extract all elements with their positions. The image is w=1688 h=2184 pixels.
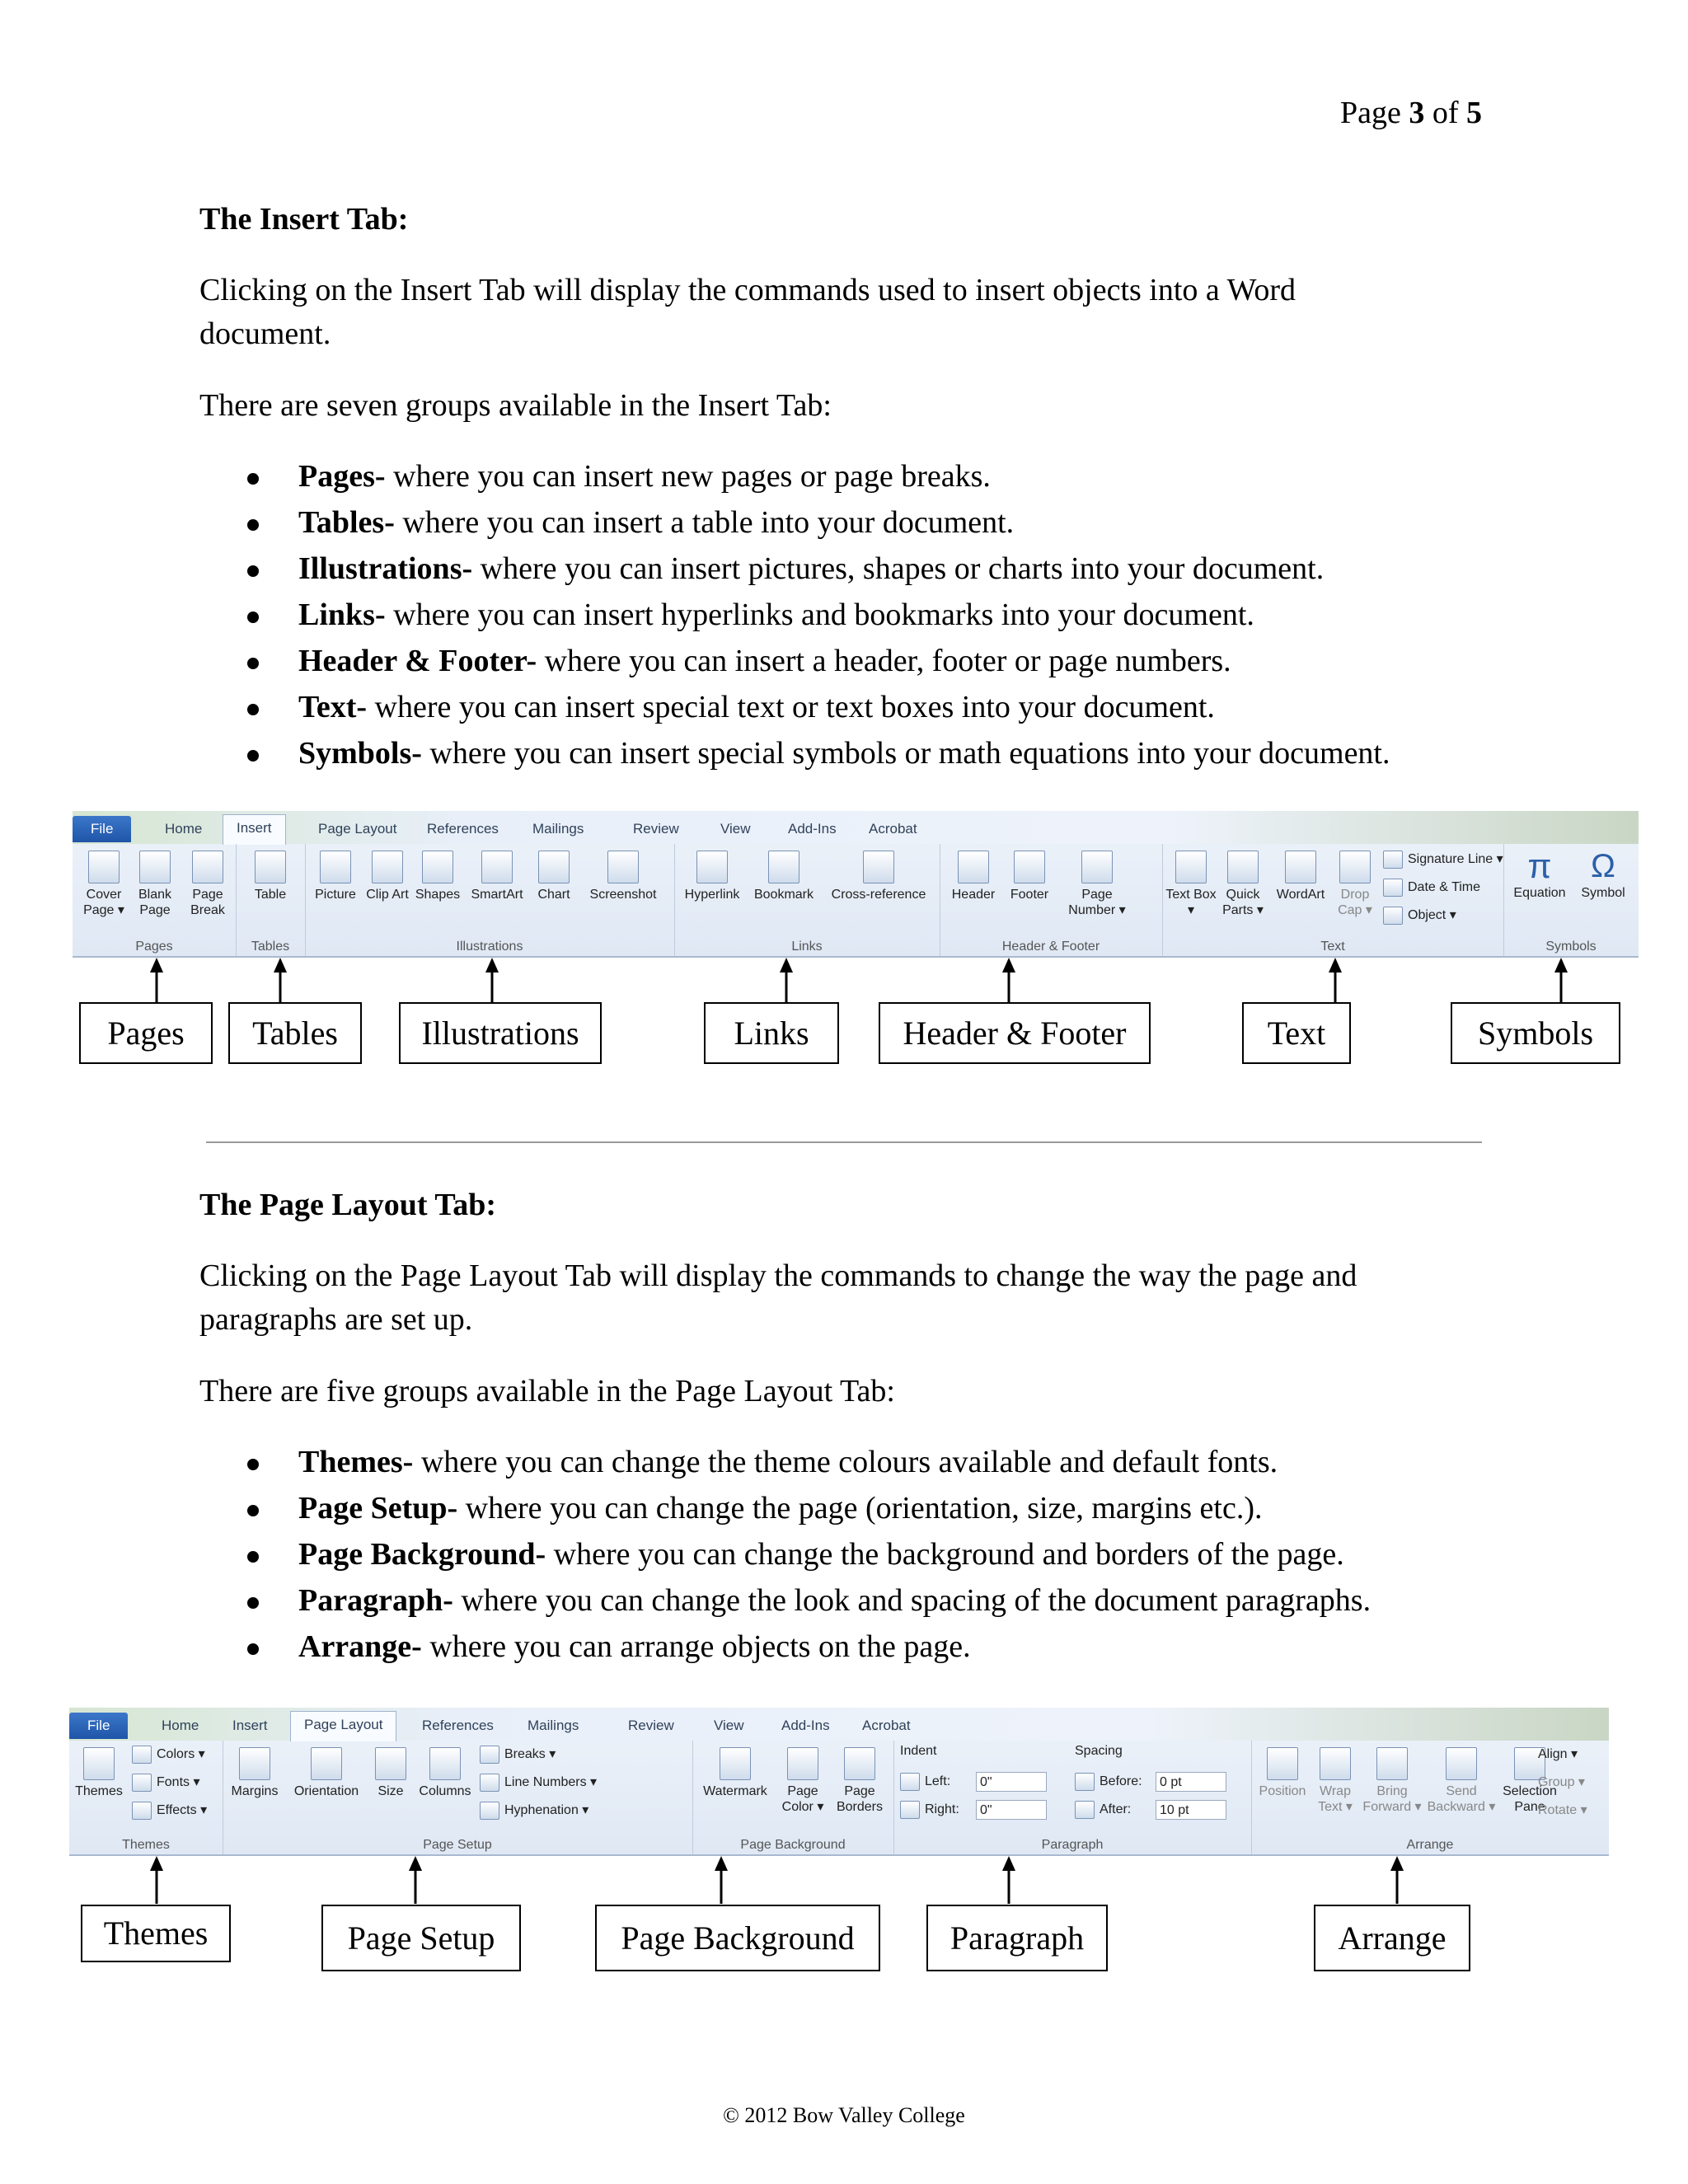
bullet-icon [247, 750, 259, 762]
spacing-before-row: Before: 0 pt [1075, 1772, 1226, 1792]
insert-intro-line-2: document. [199, 316, 331, 351]
colors-icon [132, 1746, 152, 1764]
wordart-icon [1285, 851, 1316, 883]
hyperlink-icon [696, 851, 728, 883]
effects-icon [132, 1802, 152, 1820]
ribbon-tab-bar [69, 1708, 1609, 1741]
hyphenation-button[interactable]: Hyphenation ▾ [480, 1802, 588, 1820]
margins-button[interactable]: Margins [226, 1747, 284, 1799]
date-time-button[interactable]: Date & Time [1383, 879, 1480, 897]
ribbon-group-paragraph [893, 1741, 1252, 1854]
tab-add-ins[interactable]: Add-Ins [781, 1718, 830, 1733]
themes-button[interactable]: Themes [73, 1747, 125, 1799]
page-layout-intro-line-1: Clicking on the Page Layout Tab will display the commands to change the way the page and [199, 1258, 1357, 1293]
page-number-button[interactable]: Page Number ▾ [1060, 851, 1134, 918]
symbol-button[interactable]: Ω Symbol [1581, 848, 1625, 900]
callout-pages: Pages [79, 1002, 213, 1064]
header-button[interactable]: Header [945, 851, 1002, 902]
header-icon [958, 851, 989, 883]
footer-icon [1014, 851, 1045, 883]
ribbon-group-pages [73, 844, 237, 956]
selection-pane-button[interactable]: Selection Pane [1498, 1747, 1561, 1815]
group-label-links: Links [791, 940, 823, 954]
bullet-icon [247, 1459, 259, 1470]
cross-reference-icon [863, 851, 894, 883]
ribbon-tab-bar [73, 811, 1639, 844]
signature-line-icon [1383, 851, 1403, 869]
quick-parts-icon [1227, 851, 1259, 883]
page-layout-groups-intro: There are five groups available in the Page Layout Tab: [199, 1374, 895, 1408]
section-divider [206, 1141, 1482, 1143]
page-color-icon [787, 1747, 818, 1780]
tab-references[interactable]: References [422, 1718, 494, 1733]
indent-label: Indent [900, 1744, 937, 1758]
page-layout-intro-line-2: paragraphs are set up. [199, 1302, 473, 1337]
picture-button[interactable]: Picture [308, 851, 363, 902]
group-label-symbols: Symbols [1545, 940, 1597, 954]
indent-right-icon [900, 1801, 920, 1819]
tab-add-ins[interactable]: Add-Ins [788, 821, 837, 837]
tab-references[interactable]: References [427, 821, 499, 837]
callout-page-setup: Page Setup [321, 1905, 521, 1971]
text-box-button[interactable]: Text Box ▾ [1165, 851, 1217, 918]
quick-parts-button[interactable]: Quick Parts ▾ [1217, 851, 1269, 918]
page-number-of: of [1424, 96, 1467, 130]
tab-file[interactable]: File [69, 1713, 128, 1739]
spacing-before-input[interactable]: 0 pt [1156, 1772, 1226, 1792]
page-borders-button[interactable]: Page Borders [831, 1747, 889, 1815]
page-number-total: 5 [1466, 96, 1483, 130]
cross-reference-button[interactable]: Cross-reference [821, 851, 936, 902]
page-color-button[interactable]: Page Color ▾ [776, 1747, 829, 1815]
chart-button[interactable]: Chart [529, 851, 579, 902]
insert-intro [199, 269, 1518, 356]
page-layout-bullet-list: Themes- where you can change the theme colours available and default fonts. Page Setup- where you can change the page (orientation, size, margins etc.). Page Background- where you can change the background and borders of the page. Paragraph- where you can change the look and spacing of the document paragraphs. Arrange- where you can arrange objects on the page. [247, 1444, 1648, 1683]
spacing-before-icon [1075, 1773, 1095, 1791]
picture-icon [320, 851, 351, 883]
bullet-icon [247, 658, 259, 669]
line-numbers-button[interactable]: Line Numbers ▾ [480, 1774, 597, 1792]
callout-arrange: Arrange [1314, 1905, 1470, 1971]
indent-left-icon [900, 1773, 920, 1791]
tab-review[interactable]: Review [628, 1718, 674, 1733]
callout-header-footer: Header & Footer [879, 1002, 1151, 1064]
callout-text: Text [1242, 1002, 1351, 1064]
page-layout-ribbon-screenshot [69, 1708, 1609, 1856]
callout-symbols: Symbols [1451, 1002, 1620, 1064]
hyphenation-icon [480, 1802, 499, 1820]
group-label-header-footer: Header & Footer [1001, 940, 1100, 954]
bullet-icon [247, 565, 259, 577]
insert-bullet-list: Pages- where you can insert new pages or page breaks. Tables- where you can insert a table into your document. Illustrations- where you can insert pictures, shapes or charts into your document. Links- where you can insert hyperlinks and bookmarks into your document. Header & Footer- where you can insert a header, footer or page numbers. Text- where you can insert special text or text boxes into your document. Symbols- where you can insert special symbols or math equations into your document. [247, 458, 1648, 788]
hyperlink-button[interactable]: Hyperlink [678, 851, 747, 902]
ribbon-group-arrange [1251, 1741, 1609, 1854]
wrap-text-button[interactable]: Wrap Text ▾ [1312, 1747, 1358, 1815]
ribbon-group-text [1162, 844, 1504, 956]
rotate-button[interactable]: Rotate ▾ [1538, 1803, 1587, 1817]
insert-intro-line-1: Clicking on the Insert Tab will display the commands used to insert objects into a Word [199, 273, 1296, 307]
insert-groups-intro: There are seven groups available in the Insert Tab: [199, 388, 832, 423]
page-layout-intro [199, 1254, 1559, 1342]
insert-tab-heading: The Insert Tab: [199, 202, 409, 237]
send-backward-button[interactable]: Send Backward ▾ [1426, 1747, 1497, 1815]
signature-line-button[interactable]: Signature Line ▾ [1383, 851, 1503, 869]
page-break-button[interactable]: Page Break [183, 851, 232, 918]
bring-forward-icon [1376, 1747, 1408, 1780]
watermark-icon [720, 1747, 751, 1780]
bookmark-icon [768, 851, 799, 883]
pi-icon: π [1527, 846, 1552, 885]
bullet-icon [247, 612, 259, 623]
indent-right-input[interactable]: 0" [976, 1800, 1047, 1820]
callout-tables: Tables [228, 1002, 362, 1064]
tab-view[interactable]: View [720, 821, 751, 837]
insert-ribbon-screenshot [73, 811, 1639, 958]
fonts-button[interactable]: Fonts ▾ [132, 1774, 200, 1792]
indent-left-input[interactable]: 0" [976, 1772, 1047, 1792]
indent-right-row: Right: 0" [900, 1800, 1047, 1820]
page-break-icon [192, 851, 223, 883]
page-number-prefix: Page [1340, 96, 1409, 130]
screenshot-button[interactable]: Screenshot [580, 851, 666, 902]
callout-themes: Themes [81, 1905, 231, 1962]
bullet-icon [247, 1505, 259, 1516]
cover-page-button[interactable]: Cover Page ▾ [79, 851, 129, 918]
line-numbers-icon [480, 1774, 499, 1792]
bullet-icon [247, 1551, 259, 1563]
page-number-icon [1081, 851, 1113, 883]
group-label-page-setup: Page Setup [423, 1838, 492, 1852]
send-backward-icon [1446, 1747, 1477, 1780]
ribbon-group-themes [69, 1741, 223, 1854]
themes-icon [83, 1747, 115, 1780]
bring-forward-button[interactable]: Bring Forward ▾ [1360, 1747, 1424, 1815]
copyright-footer: © 2012 Bow Valley College [723, 2103, 965, 2127]
ribbon-group-header-footer [940, 844, 1163, 956]
footer-button[interactable]: Footer [1002, 851, 1057, 902]
effects-button[interactable]: Effects ▾ [132, 1802, 207, 1820]
ribbon-group-page-background [692, 1741, 894, 1854]
drop-cap-button[interactable]: Drop Cap ▾ [1332, 851, 1378, 918]
page-number [1340, 95, 1482, 131]
drop-cap-icon [1339, 851, 1371, 883]
tab-acrobat[interactable]: Acrobat [869, 821, 917, 837]
bullet-icon [247, 1597, 259, 1609]
breaks-icon [480, 1746, 499, 1764]
wrap-text-icon [1320, 1747, 1351, 1780]
position-icon [1267, 1747, 1298, 1780]
group-label-page-background: Page Background [740, 1838, 846, 1852]
table-icon [255, 851, 286, 883]
tab-insert[interactable]: Insert [232, 1718, 268, 1733]
clip-art-icon [372, 851, 403, 883]
tab-page-layout[interactable]: Page Layout [318, 821, 397, 837]
group-label-text: Text [1320, 940, 1345, 954]
object-button[interactable]: Object ▾ [1383, 907, 1456, 925]
shapes-icon [422, 851, 453, 883]
orientation-icon [311, 1747, 342, 1780]
callout-paragraph: Paragraph [926, 1905, 1108, 1971]
orientation-button[interactable]: Orientation [285, 1747, 368, 1799]
bullet-icon [247, 1643, 259, 1655]
object-icon [1383, 907, 1403, 925]
omega-icon: Ω [1591, 848, 1615, 884]
indent-left-row: Left: 0" [900, 1772, 1047, 1792]
equation-button[interactable]: π Equation [1513, 846, 1566, 900]
position-button[interactable]: Position [1254, 1747, 1311, 1799]
group-label-tables: Tables [251, 940, 290, 954]
bookmark-button[interactable]: Bookmark [748, 851, 819, 902]
group-label-pages: Pages [135, 940, 173, 954]
ribbon-group-symbols [1503, 844, 1639, 956]
group-label-illustrations: Illustrations [456, 940, 523, 954]
callout-page-background: Page Background [595, 1905, 880, 1971]
bullet-icon [247, 704, 259, 715]
size-button[interactable]: Size [369, 1747, 412, 1799]
smartart-button[interactable]: SmartArt [465, 851, 529, 902]
shapes-button[interactable]: Shapes [412, 851, 463, 902]
bullet-icon [247, 519, 259, 531]
fonts-icon [132, 1774, 152, 1792]
ribbon-group-links [674, 844, 940, 956]
columns-button[interactable]: Columns [414, 1747, 476, 1799]
tab-insert[interactable]: Insert [223, 814, 286, 845]
page-layout-tab-heading: The Page Layout Tab: [199, 1188, 497, 1222]
page-layout-callout-arrows [0, 1854, 1688, 1905]
group-label-themes: Themes [122, 1838, 170, 1852]
clip-art-button[interactable]: Clip Art [364, 851, 410, 902]
page-number-current: 3 [1409, 96, 1425, 130]
ribbon-group-tables [236, 844, 306, 956]
callout-illustrations: Illustrations [399, 1002, 602, 1064]
group-button[interactable]: Group ▾ [1538, 1775, 1585, 1789]
ribbon-group-page-setup [223, 1741, 693, 1854]
ribbon-group-illustrations [305, 844, 675, 956]
size-icon [375, 1747, 406, 1780]
smartart-icon [481, 851, 513, 883]
tab-mailings[interactable]: Mailings [528, 1718, 579, 1733]
wordart-button[interactable]: WordArt [1269, 851, 1332, 902]
chart-icon [538, 851, 570, 883]
watermark-button[interactable]: Watermark [696, 1747, 775, 1799]
spacing-after-row: After: 10 pt [1075, 1800, 1226, 1820]
tab-view[interactable]: View [714, 1718, 744, 1733]
insert-callout-arrows [0, 956, 1688, 1005]
breaks-button[interactable]: Breaks ▾ [480, 1746, 556, 1764]
align-button[interactable]: Align ▾ [1538, 1747, 1578, 1761]
blank-page-button[interactable]: Blank Page [130, 851, 180, 918]
cover-page-icon [88, 851, 120, 883]
date-time-icon [1383, 879, 1403, 897]
tab-review[interactable]: Review [633, 821, 679, 837]
text-box-icon [1175, 851, 1207, 883]
callout-links: Links [704, 1002, 839, 1064]
tab-file[interactable]: File [73, 816, 131, 842]
tab-home[interactable]: Home [162, 1718, 199, 1733]
group-label-arrange: Arrange [1406, 1838, 1454, 1852]
spacing-label: Spacing [1075, 1744, 1123, 1758]
group-label-paragraph: Paragraph [1041, 1838, 1104, 1852]
margins-icon [239, 1747, 270, 1780]
page-borders-icon [844, 1747, 875, 1780]
screenshot-icon [607, 851, 639, 883]
spacing-after-icon [1075, 1801, 1095, 1819]
blank-page-icon [139, 851, 171, 883]
tab-mailings[interactable]: Mailings [532, 821, 584, 837]
tab-acrobat[interactable]: Acrobat [862, 1718, 911, 1733]
bullet-icon [247, 473, 259, 485]
tab-page-layout[interactable]: Page Layout [290, 1711, 396, 1741]
columns-icon [429, 1747, 461, 1780]
colors-button[interactable]: Colors ▾ [132, 1746, 205, 1764]
spacing-after-input[interactable]: 10 pt [1156, 1800, 1226, 1820]
tab-home[interactable]: Home [165, 821, 203, 837]
table-button[interactable]: Table [244, 851, 297, 902]
